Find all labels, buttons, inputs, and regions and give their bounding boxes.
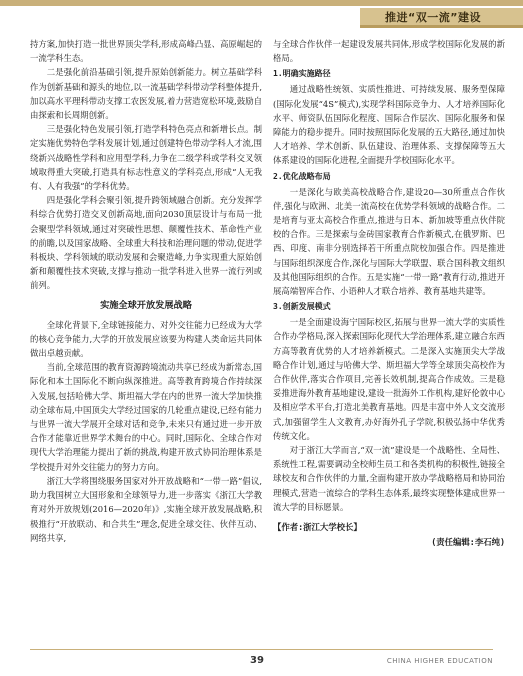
journal-name: CHINA HIGHER EDUCATION (386, 657, 493, 665)
paragraph: 浙江大学将围绕服务国家对外开放战略和“一带一路”倡议,助力我国树立大国形象和全球领导力,进一步落实《浙江大学教育对外开放规划(2016—2020年)》,实施全球开放发展战略,积极推行“开放联动、和合共生”理念,促进全球交往、伙伴互动、网络共享, (30, 475, 262, 543)
footer-rule (30, 649, 493, 650)
paragraph: 与全球合作伙伴一起建设发展共同体,形成学校国际化发展的新格局。 (273, 39, 505, 64)
editor-note: (责任编辑:李石纯) (431, 537, 505, 548)
paragraph: 全球化背景下,全球链接能力、对外交往能力已经成为大学的核心竞争能力,大学的开放发展应该要为构建人类命运共同体做出卓越贡献。 (30, 319, 262, 359)
page-number: 39 (250, 655, 264, 666)
subheading: 2.优化战略布局 (273, 171, 331, 181)
paragraph: 三是强化特色发展引领,打造学科特色亮点和新增长点。制定实施优势特色学科发展计划,通过创建特色带动学科人才流,围绕新兴战略性学科和应用型学科,力争在二级学科或学科交叉领域取得重大突破,打造具有标志性意义的学科亮点,形成“人无我有、人有我强”的学科优势。 (30, 124, 262, 192)
header-top-bar (0, 0, 523, 6)
paragraph: 当前,全球范围的教育资源跨境流动共享已经成为新常态,国际化和本土国际化不断向纵深推进。高等教育跨境合作持续深入发展,包括哈佛大学、斯坦福大学在内的世界一流大学加快推动全球布局,中国顶尖大学经过国家的几轮重点建设,已经有能力与世界一流大学展开全球对话和竞争,未来只有通过进一步开放合作才能靠近世界学术舞台的中心。同时,国际化、全球合作对现代大学治理能力提出了新的挑战,构建开放式协同治理体系是学校提升对外交往能力的努力方向。 (30, 362, 262, 472)
subheading: 3.创新发展模式 (273, 302, 331, 312)
paragraph: 一是深化与欧美高校战略合作,建设20—30所重点合作伙伴,强化与欧洲、北美一流高校在优势学科领域的战略合作。二是培育与亚太高校合作重点,推进与日本、新加坡等重点伙伴院校的合作。三是探索与金砖国家教育合作新模式,在俄罗斯、巴西、印度、南非分别选择若干所重点院校加强合作。四是推进与国际组织深度合作,深化与国际大学联盟、联合国科教文组织及其他国际组织的合作。五是实施“一带一路”教育行动,推进开展高端智库合作、小语种人才联合培养、教育基地共建等。 (273, 186, 505, 297)
header-underline (360, 25, 523, 28)
author-note: 【作者:浙江大学校长】 (273, 522, 362, 533)
footer (0, 649, 523, 676)
paragraph: 二是强化前沿基础引领,提升原始创新能力。树立基础学科作为创新基础和源头的地位,以一流基础学科带动学科整体提升,加以高水平理科带动支撑工农医发展,着力营造宽松环境,鼓励自由探索和长周期创新。 (30, 67, 262, 121)
subheading: 1.明确实施路径 (273, 69, 331, 79)
right-column (273, 37, 505, 549)
header-title: 推进“双一流”建设 (385, 11, 481, 24)
section-heading: 实施全球开放发展战略 (100, 299, 192, 311)
paragraph: 对于浙江大学而言,“双一流”建设是一个战略性、全局性、系统性工程,需要调动全校师生员工和各类机构的积极性,链接全球校友和合作伙伴的力量,全面构建开放办学战略格局和协同治理模式,营造一流综合的学科生态体系,最终实现整体建成世界一流大学的目标愿景。 (273, 445, 505, 512)
paragraph: 持方案,加快打造一批世界顶尖学科,形成高峰凸显、高原崛起的一流学科生态。 (30, 39, 262, 64)
left-column (30, 37, 262, 545)
paragraph: 通过战略性统领、实质性推进、可持续发展、服务型保障(国际化发展“4S”模式),实现学科国际竞争力、人才培养国际化水平、师资队伍国际化程度、国际合作层次、国际化服务和保障能力的稳步提升。同时按照国际化发展的五大路径,通过加快人才培养、学术创新、队伍建设、治理体系、支撑保障等五大体系建设的国际化进程,全面提升学校国际化水平。 (273, 84, 505, 166)
paragraph: 四是强化学科会聚引领,提升跨领域融合创新。充分发挥学科综合优势打造交叉创新高地,面向2030顶层设计与布局一批会聚型学科领域,通过对突破性思想、颠覆性技术、革命性产业的前瞻,以及国家战略、全球重大科技和治理问题的带动,促进学科板块、学科领域的联动发展和会聚造峰,力争实现重大原始创新和颠覆性技术突破,支撑与推动一批学科进入世界一流行列或前列。 (30, 195, 262, 291)
paragraph: 一是全面建设海宁国际校区,拓展与世界一流大学的实质性合作办学格局,深入探索国际化现代大学治理体系,建立融合东西方高等教育优势的人才培养新模式。二是深入实施顶尖大学战略合作计划,通过与哈佛大学、斯坦福大学等全球顶尖高校作为合作伙伴,落实合作项目,完善长效机制,提高合作成效。三是稳妥推进海外教育基地建设,建设一批海外工作机构,建好伦敦中心及相应学术平台,打造北美教育基地。四是丰富中外人文交流形式,加强留学生人文教育,办好海外孔子学院,积极弘扬中华优秀传统文化。 (273, 317, 505, 441)
